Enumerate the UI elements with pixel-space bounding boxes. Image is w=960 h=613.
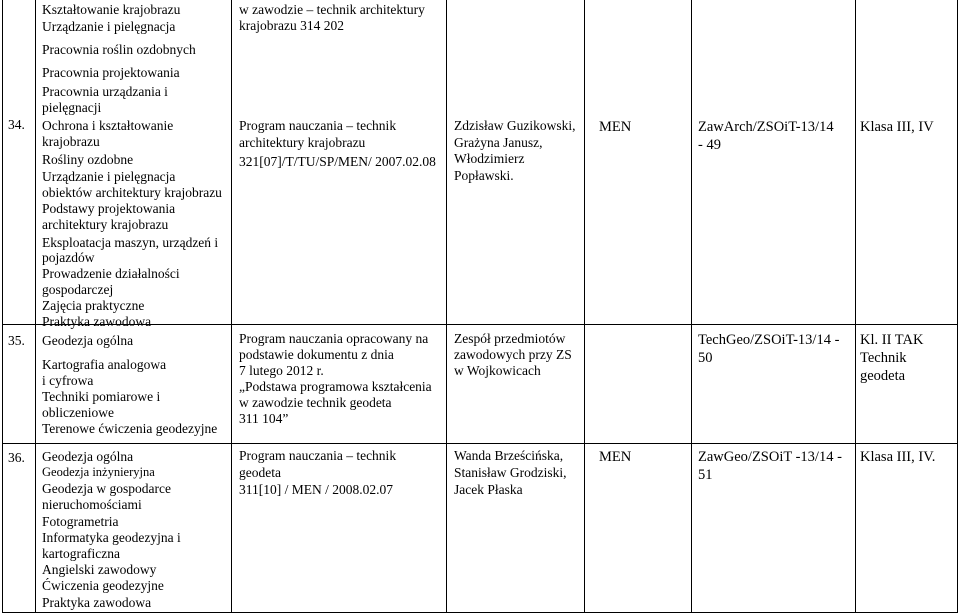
program-cell-line: geodeta xyxy=(239,465,281,480)
author-cell-line: Włodzimierz xyxy=(454,151,525,166)
subject-cell-line: Geodezja ogólna xyxy=(42,449,134,464)
subject-cell-line: Prowadzenie działalności xyxy=(42,266,180,281)
column-divider-subjects xyxy=(231,0,232,613)
subject-cell-line: obliczeniowe xyxy=(42,405,114,420)
author-cell-line: w Wojkowicach xyxy=(454,363,541,378)
program-cell-line: „Podstawa programowa kształcenia xyxy=(239,379,432,394)
author-cell-line: Stanisław Grodziski, xyxy=(454,465,567,480)
approval-number-line: TechGeo/ZSOiT-13/14 - xyxy=(698,332,840,348)
column-divider-approval xyxy=(855,0,856,613)
class-cell-line: Klasa III, IV xyxy=(860,119,934,135)
subject-cell-line: Pracownia roślin ozdobnych xyxy=(42,42,196,57)
class-cell-line: Klasa III, IV. xyxy=(860,449,936,465)
subject-cell-line: Geodezja w gospodarce xyxy=(42,481,171,496)
program-cell-line: 7 lutego 2012 r. xyxy=(239,363,324,378)
class-cell-line: Kl. II TAK xyxy=(860,332,924,348)
subject-cell-line: krajobrazu xyxy=(42,134,100,149)
column-divider-program xyxy=(446,0,447,613)
subject-cell-line: Kształtowanie krajobrazu xyxy=(42,2,181,17)
row-number: 34. xyxy=(8,117,25,132)
subject-cell-line: Geodezja inżynieryjna xyxy=(42,465,155,479)
row-number: 36. xyxy=(8,450,25,465)
program-cell-line: 311[10] / MEN / 2008.02.07 xyxy=(239,482,393,497)
subject-cell-line: Urządzanie i pielęgnacja xyxy=(42,19,176,34)
approval-number-line: ZawGeo/ZSOiT -13/14 - xyxy=(698,449,842,465)
column-divider-authors xyxy=(584,0,585,613)
program-cell-line: Program nauczania – technik xyxy=(239,448,397,463)
class-cell-line: geodeta xyxy=(860,368,906,384)
row-divider-36 xyxy=(2,443,958,444)
subject-cell-line: gospodarczej xyxy=(42,282,114,297)
subject-cell-line: Geodezja ogólna xyxy=(42,333,134,348)
table-border-left xyxy=(2,0,3,613)
table-border-right xyxy=(957,0,958,613)
subject-cell-line: Praktyka zawodowa xyxy=(42,595,152,610)
author-cell-line: Zespół przedmiotów xyxy=(454,331,566,346)
subject-cell-line: i cyfrowa xyxy=(42,373,94,388)
author-cell-line: Grażyna Janusz, xyxy=(454,135,543,150)
author-cell-line: zawodowych przy ZS xyxy=(454,347,572,362)
program-cell-line: podstawie dokumentu z dnia xyxy=(239,347,394,362)
author-cell-line: Zdzisław Guzikowski, xyxy=(454,118,576,133)
program-cell-line: Program nauczania opracowany na xyxy=(239,331,429,346)
subject-cell-line: Zajęcia praktyczne xyxy=(42,298,145,313)
subject-cell-line: architektury krajobrazu xyxy=(42,217,169,232)
subject-cell-line: Angielski zawodowy xyxy=(42,562,157,577)
subject-cell-line: pielęgnacji xyxy=(42,100,102,115)
subject-cell-line: Ćwiczenia geodezyjne xyxy=(42,578,164,593)
class-cell-line: Technik xyxy=(860,350,907,366)
author-cell-line: Wanda Brześcińska, xyxy=(454,448,564,463)
column-divider-publisher xyxy=(691,0,692,613)
program-cell-line: 311 104” xyxy=(239,411,289,426)
approval-number-line: 51 xyxy=(698,467,713,483)
subject-cell-line: Pracownia projektowania xyxy=(42,65,180,80)
subject-cell-line: Kartografia analogowa xyxy=(42,357,167,372)
subject-cell-line: Fotogrametria xyxy=(42,514,119,529)
author-cell-line: Popławski. xyxy=(454,168,514,183)
subject-cell-line: pojazdów xyxy=(42,250,95,265)
approval-number-line: ZawArch/ZSOiT-13/14 xyxy=(698,119,834,135)
column-divider-number xyxy=(35,0,36,613)
row-number: 35. xyxy=(8,333,25,348)
subject-cell-line: kartograficzna xyxy=(42,546,120,561)
approval-number-line: 50 xyxy=(698,350,713,366)
publisher-cell: MEN xyxy=(599,449,632,465)
subject-cell-line: Terenowe ćwiczenia geodezyjne xyxy=(42,421,218,436)
subject-cell-line: Praktyka zawodowa xyxy=(42,314,152,329)
program-cell-line: Program nauczania – technik xyxy=(239,118,397,133)
subject-cell-line: nieruchomościami xyxy=(42,497,142,512)
subject-cell-line: Urządzanie i pielęgnacja xyxy=(42,169,176,184)
subject-cell-line: Ochrona i kształtowanie xyxy=(42,118,174,133)
subject-cell-line: Pracownia urządzania i xyxy=(42,84,168,99)
author-cell-line: Jacek Płaska xyxy=(454,482,523,497)
subject-cell-line: Eksploatacja maszyn, urządzeń i xyxy=(42,235,219,250)
subject-cell-line: Informatyka geodezyjna i xyxy=(42,530,181,545)
subject-cell-line: Rośliny ozdobne xyxy=(42,152,134,167)
program-cell-line: architektury krajobrazu xyxy=(239,135,366,150)
program-cell-line: w zawodzie – technik architektury xyxy=(239,2,425,17)
subject-cell-line: Podstawy projektowania xyxy=(42,201,176,216)
program-cell-line: krajobrazu 314 202 xyxy=(239,18,344,33)
program-cell-line: 321[07]/T/TU/SP/MEN/ 2007.02.08 xyxy=(239,154,436,169)
subject-cell-line: obiektów architektury krajobrazu xyxy=(42,185,222,200)
subject-cell-line: Techniki pomiarowe i xyxy=(42,389,161,404)
publisher-cell: MEN xyxy=(599,119,632,135)
approval-number-line: - 49 xyxy=(698,137,721,153)
program-cell-line: w zawodzie technik geodeta xyxy=(239,395,392,410)
